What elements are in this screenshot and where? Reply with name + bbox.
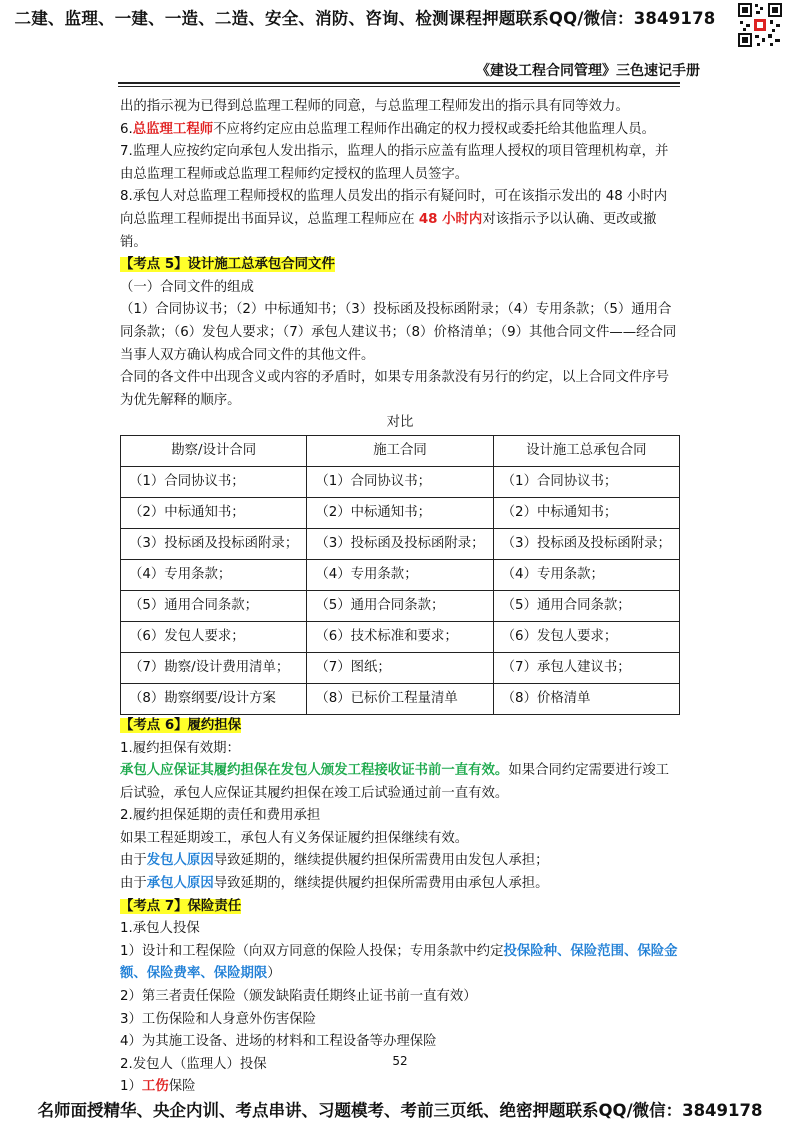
kp6-validity-emphasis: 承包人应保证其履约担保在发包人颁发工程接收证书前一直有效。 (120, 763, 509, 779)
kp6-validity-rest: 如果合同约定需要进行竣工后试验，承包人应保证其履约担保在竣工后试验通过前一直有效。 (120, 763, 670, 801)
kp6-heading: 【考点 6】履约担保 (120, 717, 242, 733)
kp6-employer-before: 由于 (120, 853, 147, 869)
item-7: 7.监理人应按约定向承包人发出指示，监理人的指示应盖有监理人授权的项目管理机构章，并由总监理工程师或总监理工程师约定授权的监理人员签字。 (120, 144, 669, 182)
item-8-emphasis: 48 小时内 (418, 211, 483, 227)
table-row (121, 559, 680, 590)
table-row (121, 683, 680, 714)
table-cell: （2）中标通知书； (307, 497, 493, 528)
table-cell: （8）价格清单 (493, 683, 679, 714)
kp7-employer-after: 保险 (168, 1079, 196, 1095)
kp7-third-party: 2）第三者责任保险（颁发缺陷责任期终止证书前一直有效） (120, 989, 477, 1005)
kp7-equipment-insurance: 4）为其施工设备、进场的材料和工程设备等办理保险 (120, 1034, 437, 1050)
table-cell: （8）勘察纲要/设计方案 (121, 683, 307, 714)
table-cell: （7）图纸； (307, 652, 493, 683)
table-cell: （7）勘察/设计费用清单； (121, 652, 307, 683)
kp5-priority-note: 合同的各文件中出现含义或内容的矛盾时，如果专用条款没有另行的约定，以上合同文件序号为优先解释的顺序。 (120, 370, 670, 408)
kp5-subheading: （一）合同文件的组成 (120, 279, 254, 295)
kp6-point-2: 2.履约担保延期的责任和费用承担 (120, 808, 321, 824)
table-cell: （4）专用条款； (121, 559, 307, 590)
kp6-heading-line (120, 715, 680, 738)
kp6-employer-emphasis: 发包人原因 (146, 853, 214, 869)
table-header: 施工合同 (307, 435, 493, 466)
table-header-row (121, 435, 680, 466)
kp6-point-1: 1.履约担保有效期： (120, 740, 240, 756)
kp7-design-after: ） (267, 966, 281, 982)
item-8-text-after: 对该指示予以认确、更改或撤销。 (120, 211, 657, 250)
table-cell: （2）中标通知书； (493, 497, 679, 528)
kp7-design-before: 1）设计和工程保险（向双方同意的保险人投保；专用条款中约定 (120, 943, 504, 959)
kp7-heading: 【考点 7】保险责任 (120, 898, 242, 914)
kp7-heading-line (120, 896, 680, 919)
kp5-heading-line (120, 254, 680, 277)
top-banner: 二建、监理、一建、一造、二造、安全、消防、咨询、检测课程押题联系QQ/微信：3849178 (14, 9, 716, 28)
kp5-heading: 【考点 5】设计施工总承包合同文件 (120, 257, 335, 273)
kp6-contractor-cause (120, 873, 680, 896)
table-cell: （3）投标函及投标函附录； (493, 528, 679, 559)
kp7-employer-injury (120, 1076, 680, 1099)
continued-paragraph: 出的指示视为已得到总监理工程师的同意，与总监理工程师发出的指示具有同等效力。 (120, 99, 629, 114)
table-row (121, 528, 680, 559)
kp6-extension-text: 如果工程延期竣工，承包人有义务保证履约担保继续有效。 (120, 830, 469, 846)
bottom-banner: 名师面授精华、央企内训、考点串讲、习题模考、考前三页纸、绝密押题联系QQ/微信：3849178 (37, 1101, 763, 1120)
comparison-table (120, 435, 680, 715)
table-header: 设计施工总承包合同 (493, 435, 679, 466)
table-row (121, 497, 680, 528)
item-8 (120, 186, 680, 254)
kp6-employer-after: 导致延期的，继续提供履约担保所需费用由发包人承担； (213, 853, 549, 869)
table-row (121, 466, 680, 497)
table-row (121, 652, 680, 683)
item-6-text: 不应将约定应由总监理工程师作出确定的权力授权或委托给其他监理人员。 (213, 121, 656, 137)
header-rule (118, 82, 680, 84)
kp6-validity-text (120, 760, 680, 805)
table-cell: （2）中标通知书； (121, 497, 307, 528)
kp7-design-insurance (120, 941, 680, 986)
table-row (121, 590, 680, 621)
kp7-employer-emphasis: 工伤 (141, 1079, 169, 1095)
table-cell: （1）合同协议书； (307, 466, 493, 497)
table-cell: （1）合同协议书； (493, 466, 679, 497)
table-caption: 对比 (386, 415, 414, 431)
kp7-employer-before: 1） (120, 1079, 142, 1095)
table-cell: （5）通用合同条款； (121, 590, 307, 621)
item-6 (120, 119, 680, 142)
kp7-point-1: 1.承包人投保 (120, 921, 200, 937)
table-cell: （6）发包人要求； (121, 621, 307, 652)
table-cell: （8）已标价工程量清单 (307, 683, 493, 714)
page-content (120, 96, 680, 1099)
table-row (121, 621, 680, 652)
item-6-prefix: 6. (120, 121, 133, 137)
kp6-contractor-emphasis: 承包人原因 (146, 876, 214, 892)
book-title: 《建设工程合同管理》三色速记手册 (476, 63, 700, 79)
table-cell: （7）承包人建议书； (493, 652, 679, 683)
table-cell: （5）通用合同条款； (307, 590, 493, 621)
kp7-injury-insurance: 3）工伤保险和人身意外伤害保险 (120, 1011, 316, 1027)
table-cell: （4）专用条款； (493, 559, 679, 590)
table-cell: （6）发包人要求； (493, 621, 679, 652)
kp7-point-2: 2.发包人（监理人）投保 (120, 1056, 267, 1072)
kp5-document-list: （1）合同协议书；（2）中标通知书；（3）投标函及投标函附录；（4）专用条款；（5）通用合同条款；（6）发包人要求；（7）承包人建议书；（8）价格清单；（9）其他合同文件——经合同当事人双方确认构成合同文件的其他文件。 (120, 302, 677, 363)
table-cell: （6）技术标准和要求； (307, 621, 493, 652)
table-cell: （3）投标函及投标函附录； (121, 528, 307, 559)
kp7-design-emphasis: 投保险种、保险范围、保险金额、保险费率、保险期限 (120, 943, 678, 982)
table-header: 勘察/设计合同 (121, 435, 307, 466)
qr-code-image (737, 2, 783, 48)
table-cell: （4）专用条款； (307, 559, 493, 590)
table-cell: （3）投标函及投标函附录； (307, 528, 493, 559)
header-rule-thin (118, 86, 680, 87)
kp6-contractor-after: 导致延期的，继续提供履约担保所需费用由承包人承担。 (213, 876, 549, 892)
item-6-emphasis: 总监理工程师 (132, 121, 214, 137)
page-number: 52 (392, 1054, 408, 1068)
kp6-employer-cause (120, 850, 680, 873)
table-cell: （5）通用合同条款； (493, 590, 679, 621)
item-8-text-before: 8.承包人对总监理工程师授权的监理人员发出的指示有疑问时，可在该指示发出的 48 小时内向总监理工程师提出书面异议，总监理工程师应在 (120, 189, 668, 227)
table-cell: （1）合同协议书； (121, 466, 307, 497)
kp6-contractor-before: 由于 (120, 876, 147, 892)
